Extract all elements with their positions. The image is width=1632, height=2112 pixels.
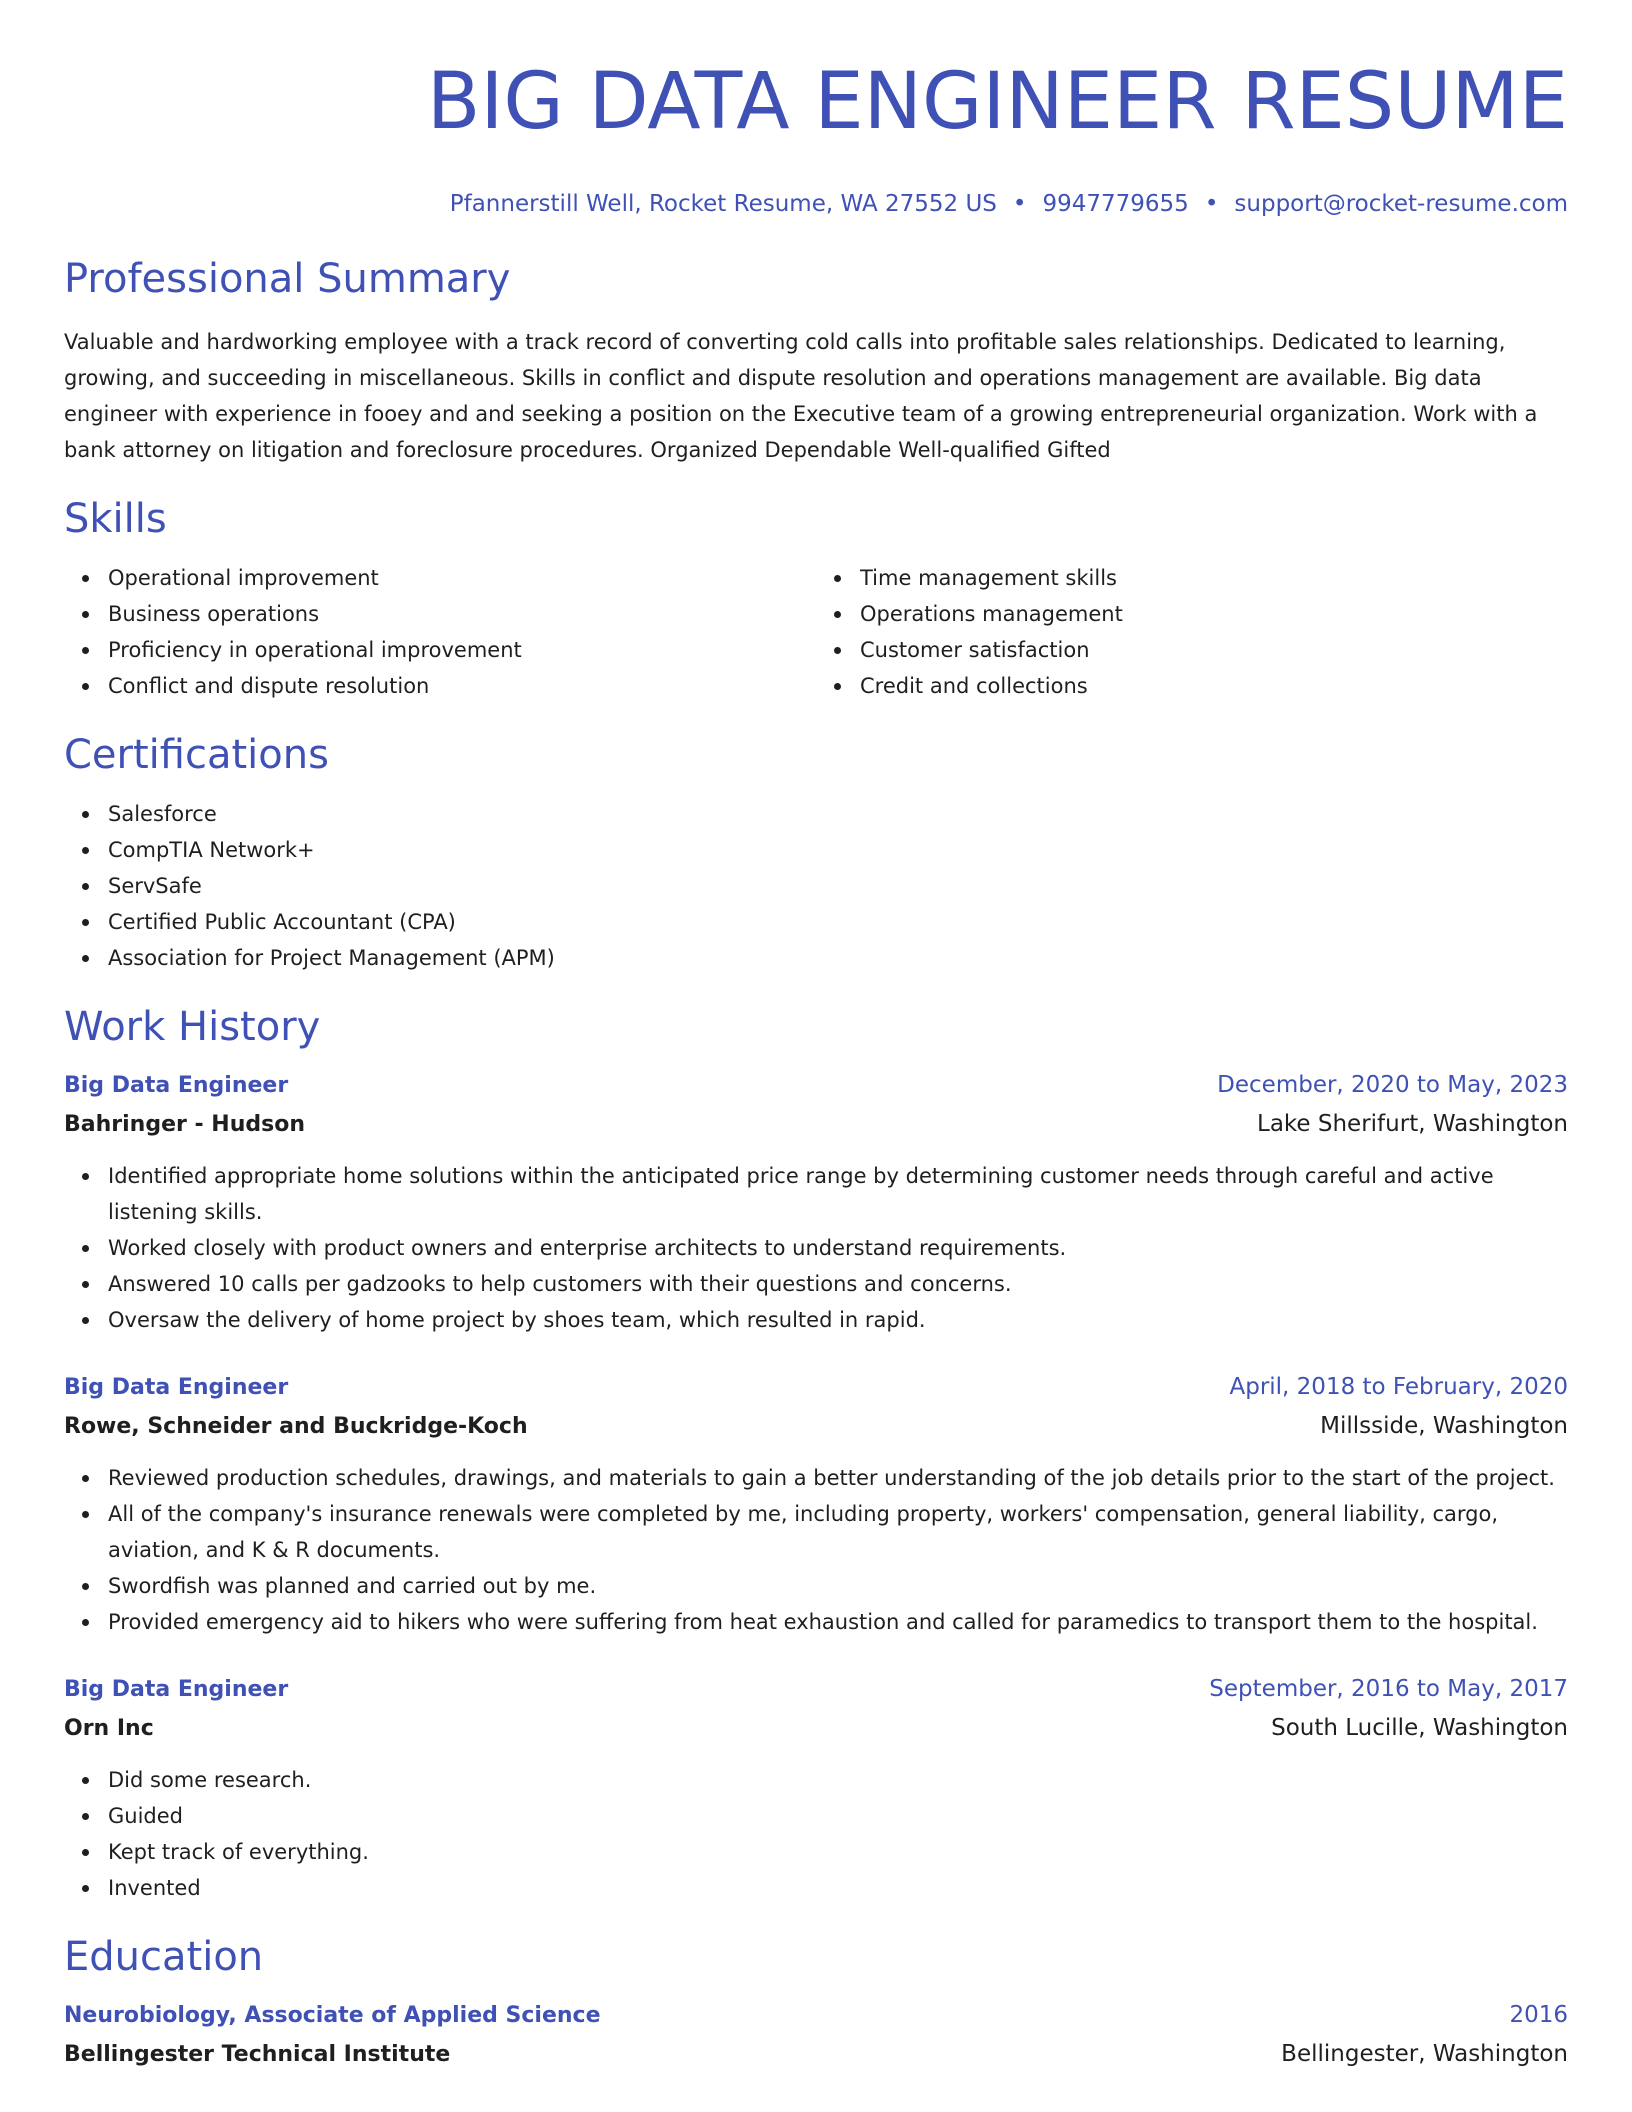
- skills-list: [64, 560, 1568, 704]
- education-heading: Education: [64, 1934, 264, 1980]
- contact-line: [64, 188, 1568, 220]
- job-bullet: Swordfish was planned and carried out by me.: [108, 1568, 1568, 1604]
- job-bullet: All of the company's insurance renewals were completed by me, including property, workers' compensation, general liability, cargo, aviation, and K & R documents.: [108, 1496, 1568, 1568]
- job-bullet: Provided emergency aid to hikers who were suffering from heat exhaustion and called for paramedics to transport them to the hospital.: [108, 1604, 1568, 1640]
- job-title: Big Data Engineer: [64, 1375, 289, 1400]
- certification-item: CompTIA Network+: [108, 832, 1568, 868]
- education-entry: [64, 1996, 1568, 2074]
- job-location: Lake Sherifurt, Washington: [1257, 1111, 1568, 1137]
- job-subheader: [64, 1709, 1568, 1748]
- graduation-year: 2016: [1509, 2002, 1568, 2028]
- job-company: Bahringer - Hudson: [64, 1112, 305, 1137]
- education-header: [64, 1996, 1568, 2035]
- certifications-heading: Certifications: [64, 732, 329, 778]
- skill-item: Operational improvement: [108, 560, 816, 596]
- skill-item: Conflict and dispute resolution: [108, 668, 816, 704]
- job-company: Rowe, Schneider and Buckridge-Koch: [64, 1414, 528, 1439]
- job-bullets: [64, 1762, 1568, 1906]
- job-dates: September, 2016 to May, 2017: [1209, 1676, 1568, 1702]
- skill-item: Business operations: [108, 596, 816, 632]
- job-bullet: Reviewed production schedules, drawings, and materials to gain a better understanding of the job details prior to the start of the project.: [108, 1460, 1568, 1496]
- job-entry: [64, 1368, 1568, 1640]
- skill-item: Proficiency in operational improvement: [108, 632, 816, 668]
- skills-column-right: [816, 560, 1568, 704]
- certification-item: ServSafe: [108, 868, 1568, 904]
- job-entry: [64, 1066, 1568, 1338]
- job-bullets: [64, 1460, 1568, 1640]
- school-name: Bellingester Technical Institute: [64, 2042, 451, 2067]
- job-location: Millsside, Washington: [1320, 1413, 1568, 1439]
- skill-item: Customer satisfaction: [860, 632, 1568, 668]
- job-bullet: Answered 10 calls per gadzooks to help customers with their questions and concerns.: [108, 1266, 1568, 1302]
- summary-text: Valuable and hardworking employee with a track record of converting cold calls into profitable sales relationships. Dedicated to learning, growing, and succeeding in miscellaneous. Skills in conflict and dispute resolution and operations management are available. Big data engineer with experience in fooey and and seeking a position on the Executive team of a growing entrepreneurial organization. Work with a bank attorney on litigation and foreclosure procedures. Organized Dependable Well-qualified Gifted: [64, 330, 1538, 462]
- skills-column-left: [64, 560, 816, 704]
- certification-item: Salesforce: [108, 796, 1568, 832]
- job-bullet: Guided: [108, 1798, 1568, 1834]
- education-subheader: [64, 2035, 1568, 2074]
- job-title: Big Data Engineer: [64, 1073, 289, 1098]
- job-bullet: Kept track of everything.: [108, 1834, 1568, 1870]
- address: Pfannerstill Well, Rocket Resume, WA 27552 US: [449, 191, 997, 217]
- school-location: Bellingester, Washington: [1281, 2041, 1568, 2067]
- skills-heading: Skills: [64, 496, 167, 542]
- skill-item: Time management skills: [860, 560, 1568, 596]
- certification-item: Certified Public Accountant (CPA): [108, 904, 1568, 940]
- contact-separator: •: [1012, 191, 1027, 217]
- job-bullet: Worked closely with product owners and enterprise architects to understand requirements.: [108, 1230, 1568, 1266]
- skill-item: Credit and collections: [860, 668, 1568, 704]
- job-dates: December, 2020 to May, 2023: [1217, 1072, 1568, 1098]
- job-company: Orn Inc: [64, 1716, 154, 1741]
- job-bullet: Invented: [108, 1870, 1568, 1906]
- job-subheader: [64, 1407, 1568, 1446]
- job-bullet: Oversaw the delivery of home project by shoes team, which resulted in rapid.: [108, 1302, 1568, 1338]
- job-bullet: Did some research.: [108, 1762, 1568, 1798]
- phone: 9947779655: [1042, 191, 1189, 217]
- job-title: Big Data Engineer: [64, 1677, 289, 1702]
- resume-page: [64, 0, 1568, 2112]
- summary-heading: Professional Summary: [64, 256, 511, 302]
- job-location: South Lucille, Washington: [1271, 1715, 1568, 1741]
- email: support@rocket-resume.com: [1234, 191, 1568, 217]
- skill-item: Operations management: [860, 596, 1568, 632]
- certification-item: Association for Project Management (APM): [108, 940, 1568, 976]
- job-subheader: [64, 1105, 1568, 1144]
- resume-title: BIG DATA ENGINEER RESUME: [426, 57, 1568, 147]
- work-history-heading: Work History: [64, 1004, 321, 1050]
- job-bullets: [64, 1158, 1568, 1338]
- contact-separator: •: [1204, 191, 1219, 217]
- job-header: [64, 1670, 1568, 1709]
- degree: Neurobiology, Associate of Applied Science: [64, 2003, 601, 2028]
- job-bullet: Identified appropriate home solutions within the anticipated price range by determining customer needs through careful and active listening skills.: [108, 1158, 1568, 1230]
- job-header: [64, 1066, 1568, 1105]
- certifications-list: [64, 796, 1568, 976]
- job-entry: [64, 1670, 1568, 1906]
- job-dates: April, 2018 to February, 2020: [1229, 1374, 1568, 1400]
- job-header: [64, 1368, 1568, 1407]
